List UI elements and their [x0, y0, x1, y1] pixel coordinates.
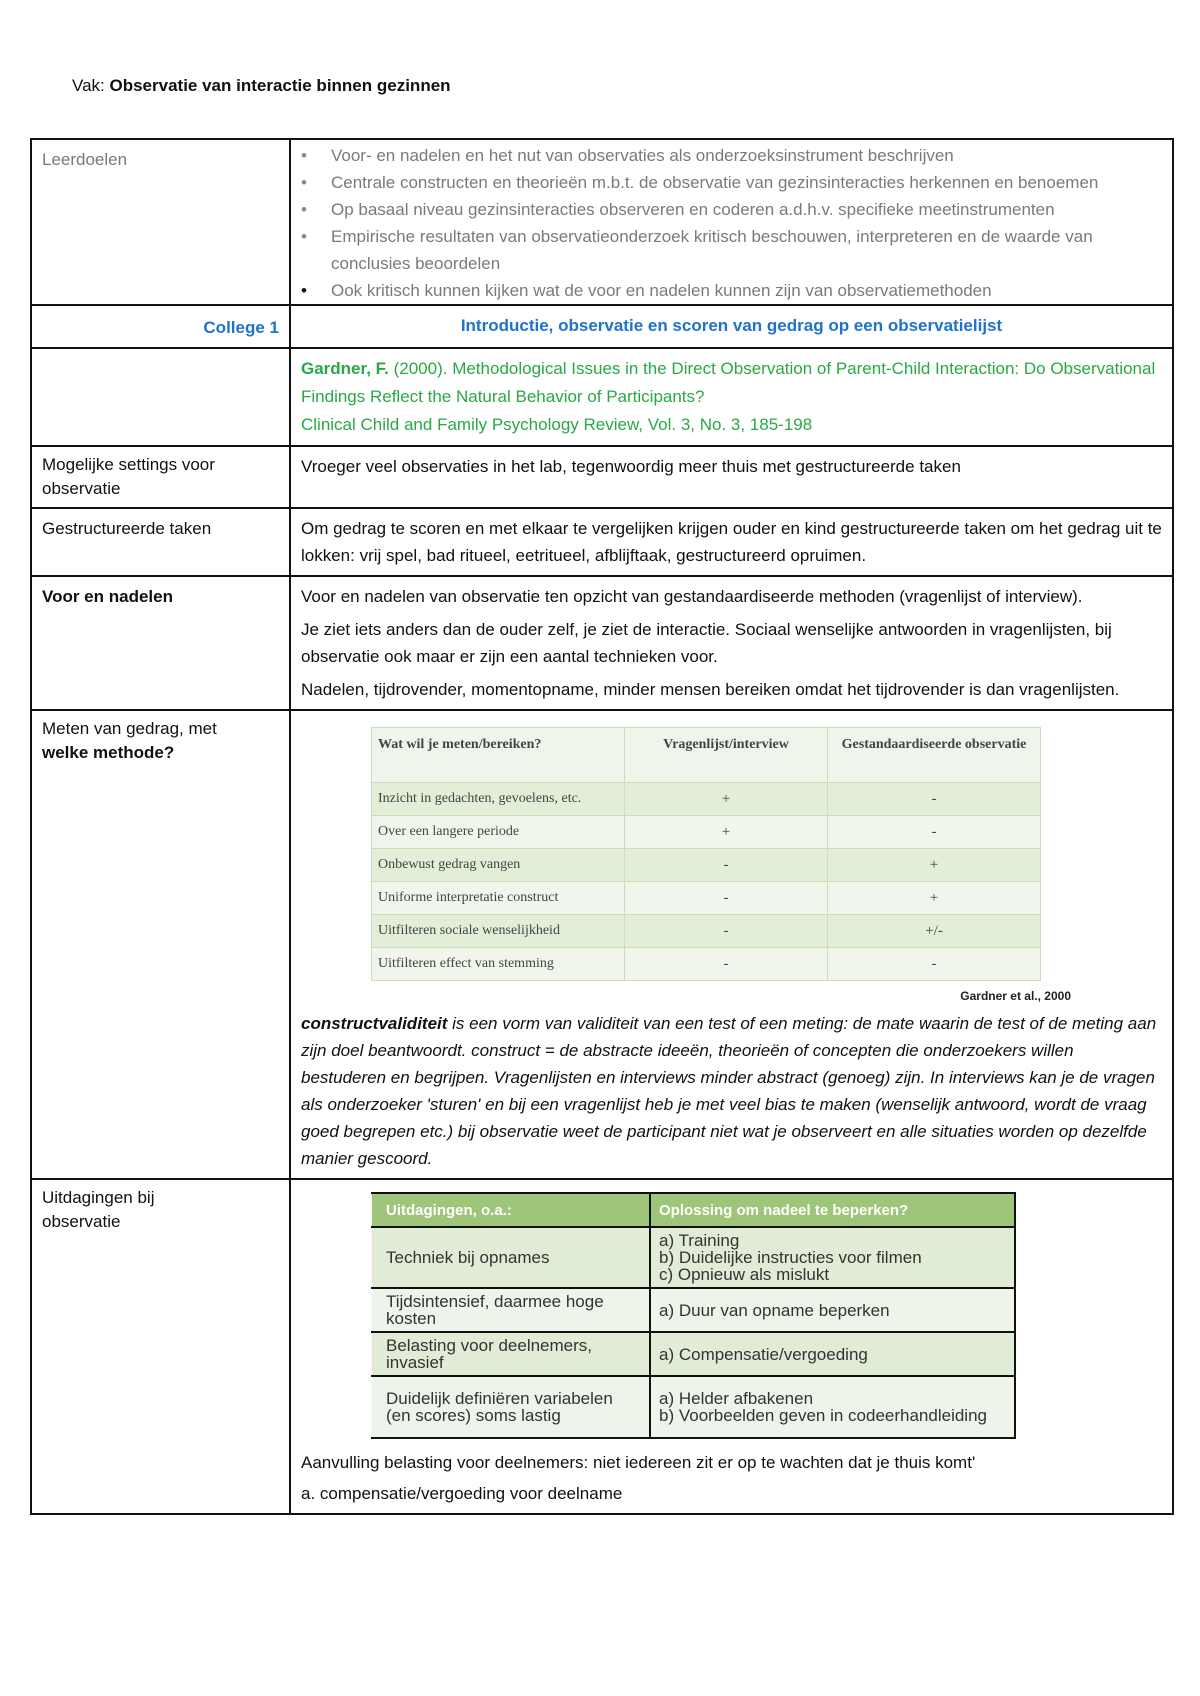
course-name: Observatie van interactie binnen gezinnen: [109, 76, 451, 95]
challenge: Techniek bij opnames: [372, 1227, 651, 1288]
solutions: [650, 1227, 1015, 1288]
goals-cell: [290, 139, 1173, 305]
table-row: [372, 1332, 1016, 1376]
row-leerdoelen: [31, 139, 1173, 305]
reference-cell: [290, 348, 1173, 446]
note-term: constructvaliditeit: [301, 1014, 448, 1033]
college-title: Introductie, observatie en scoren van gedrag op een observatielijst: [290, 305, 1173, 348]
challenge: Duidelijk definiëren variabelen (en scores) soms lastig: [372, 1376, 651, 1438]
cell: -: [625, 849, 828, 882]
goal-item: • Voor- en nadelen en het nut van observaties als onderzoeksinstrument beschrijven: [331, 142, 1162, 169]
column-header: Vragenlijst/interview: [625, 728, 828, 783]
methods-comparison-table: [371, 727, 1041, 981]
column-header: Wat wil je meten/bereiken?: [372, 728, 625, 783]
challenge: Tijdsintensief, daarmee hoge kosten: [372, 1288, 651, 1332]
meten-label-bold: welke methode?: [42, 743, 175, 762]
taken-text: Om gedrag te scoren en met elkaar te vergelijken krijgen ouder en kind gestructureerde taken om het gedrag uit te lokken: vrij spel, bad ritueel, eetritueel, afblijftaak, gestructureerd opruimen.: [290, 508, 1173, 576]
label-uitdagingen: Uitdagingen bij observatie: [31, 1179, 290, 1514]
row-college: [31, 305, 1173, 348]
cell: Uitfilteren effect van stemming: [372, 948, 625, 981]
goal-item: • Ook kritisch kunnen kijken wat de voor en nadelen kunnen zijn van observatiemethoden: [331, 277, 1162, 304]
reference-title: (2000). Methodological Issues in the Direct Observation of Parent-Child Interaction: Do Observational Findings Reflect the Natural Behavior of Participants?: [301, 359, 1156, 406]
row-voor-nadelen: [31, 576, 1173, 710]
table-header-row: [372, 1193, 1016, 1227]
course-table: [30, 138, 1174, 1515]
cell: -: [625, 948, 828, 981]
meten-label-normal: Meten van gedrag, met: [42, 719, 217, 738]
solution: a) Training: [659, 1231, 740, 1250]
challenges-table: [371, 1192, 1016, 1439]
cell: Uitfilteren sociale wenselijkheid: [372, 915, 625, 948]
solution: a) Compensatie/vergoeding: [659, 1344, 868, 1364]
cell: Uniforme interpretatie construct: [372, 882, 625, 915]
title-prefix: Vak:: [72, 76, 105, 95]
paragraph: Nadelen, tijdrovender, momentopname, minder mensen bereiken omdat het tijdrovender is dan vragenlijsten.: [301, 680, 1120, 699]
goal-item: • Op basaal niveau gezinsinteracties observeren en coderen a.d.h.v. specifieke meetinstrumenten: [331, 196, 1162, 223]
cell: +: [625, 816, 828, 849]
cell: -: [828, 816, 1041, 849]
addition-solution: a. compensatie/vergoeding voor deelname: [301, 1484, 623, 1503]
document-title: [72, 76, 451, 96]
cell: +: [828, 849, 1041, 882]
row-meten: [31, 710, 1173, 1179]
row-taken: [31, 508, 1173, 576]
table-row: [372, 783, 1041, 816]
paragraph: Je ziet iets anders dan de ouder zelf, je ziet de interactie. Sociaal wenselijke antwoorden in vragenlijsten, bij observatie ook maar er zijn een aantal technieken voor.: [301, 620, 1112, 666]
label-taken: Gestructureerde taken: [31, 508, 290, 576]
cell: -: [625, 915, 828, 948]
cell: Inzicht in gedachten, gevoelens, etc.: [372, 783, 625, 816]
construct-validity-note: [301, 1010, 1162, 1172]
goal-item: • Empirische resultaten van observatieonderzoek kritisch beschouwen, interpreteren en de waarde van conclusies beoordelen: [331, 223, 1162, 277]
voor-nadelen-label-text: Voor en nadelen: [42, 587, 173, 606]
table-row: [372, 849, 1041, 882]
row-settings: [31, 446, 1173, 508]
cell: -: [625, 882, 828, 915]
cell: Onbewust gedrag vangen: [372, 849, 625, 882]
table-row: [372, 816, 1041, 849]
settings-text: Vroeger veel observaties in het lab, tegenwoordig meer thuis met gestructureerde taken: [290, 446, 1173, 508]
label-settings: Mogelijke settings voor observatie: [31, 446, 290, 508]
row-uitdagingen: [31, 1179, 1173, 1514]
cell: +: [828, 882, 1041, 915]
table-row: [372, 948, 1041, 981]
solution: b) Duidelijke instructies voor filmen: [659, 1248, 922, 1267]
addition-text: Aanvulling belasting voor deelnemers: niet iedereen zit er op te wachten dat je thuis komt': [301, 1453, 976, 1472]
solution: b) Voorbeelden geven in codeerhandleiding: [659, 1406, 987, 1425]
label-meten: [31, 710, 290, 1179]
reference-journal: Clinical Child and Family Psychology Review, Vol. 3, No. 3, 185-198: [301, 415, 813, 434]
row-reference: [31, 348, 1173, 446]
paragraph: Voor en nadelen van observatie ten opzicht van gestandaardiseerde methoden (vragenlijst of interview).: [301, 587, 1083, 606]
column-header: Gestandaardiseerde observatie: [828, 728, 1041, 783]
cell: +: [625, 783, 828, 816]
empty-label: [31, 348, 290, 446]
table-row: [372, 1376, 1016, 1438]
table-header-row: [372, 728, 1041, 783]
cell: +/-: [828, 915, 1041, 948]
methods-figure: [371, 727, 1071, 1010]
table-row: [372, 1288, 1016, 1332]
cell: -: [828, 783, 1041, 816]
uitdagingen-cell: [290, 1179, 1173, 1514]
cell: Over een langere periode: [372, 816, 625, 849]
goals-list: [301, 142, 1162, 304]
table-row: [372, 1227, 1016, 1288]
solution: c) Opnieuw als mislukt: [659, 1265, 830, 1284]
solutions: [650, 1288, 1015, 1332]
reference-author: Gardner, F.: [301, 359, 389, 378]
cell: -: [828, 948, 1041, 981]
column-header: Oplossing om nadeel te beperken?: [650, 1193, 1015, 1227]
label-voor-nadelen: [31, 576, 290, 710]
college-label: College 1: [31, 305, 290, 348]
voor-nadelen-cell: [290, 576, 1173, 710]
solution: a) Duur van opname beperken: [659, 1300, 890, 1320]
goal-item: • Centrale constructen en theorieën m.b.t. de observatie van gezinsinteracties herkennen en benoemen: [331, 169, 1162, 196]
figure-citation: Gardner et al., 2000: [960, 989, 1071, 1003]
solution: a) Helder afbakenen: [659, 1389, 814, 1408]
solutions: [650, 1376, 1015, 1438]
table-row: [372, 915, 1041, 948]
column-header: Uitdagingen, o.a.:: [372, 1193, 651, 1227]
meten-cell: [290, 710, 1173, 1179]
solutions: [650, 1332, 1015, 1376]
challenge: Belasting voor deelnemers, invasief: [372, 1332, 651, 1376]
note-text: is een vorm van validiteit van een test of een meting: de mate waarin de test of de meting aan zijn doel beantwoordt. construct = de abstracte ideeën, theorieën of concepten die onderzoekers willen bestuderen en begrijpen. Vragenlijsten en interviews minder abstract (genoeg) zijn. In interviews kan je de vragen als onderzoeker 'sturen' en bij een vragenlijst heb je met veel bias te maken (wenselijk antwoord, wordt de vraag goed begrepen etc.) bij observatie weet de participant niet wat je observeert en alle situaties worden op dezelfde manier gescoord.: [301, 1014, 1157, 1168]
table-row: [372, 882, 1041, 915]
label-leerdoelen: Leerdoelen: [31, 139, 290, 305]
